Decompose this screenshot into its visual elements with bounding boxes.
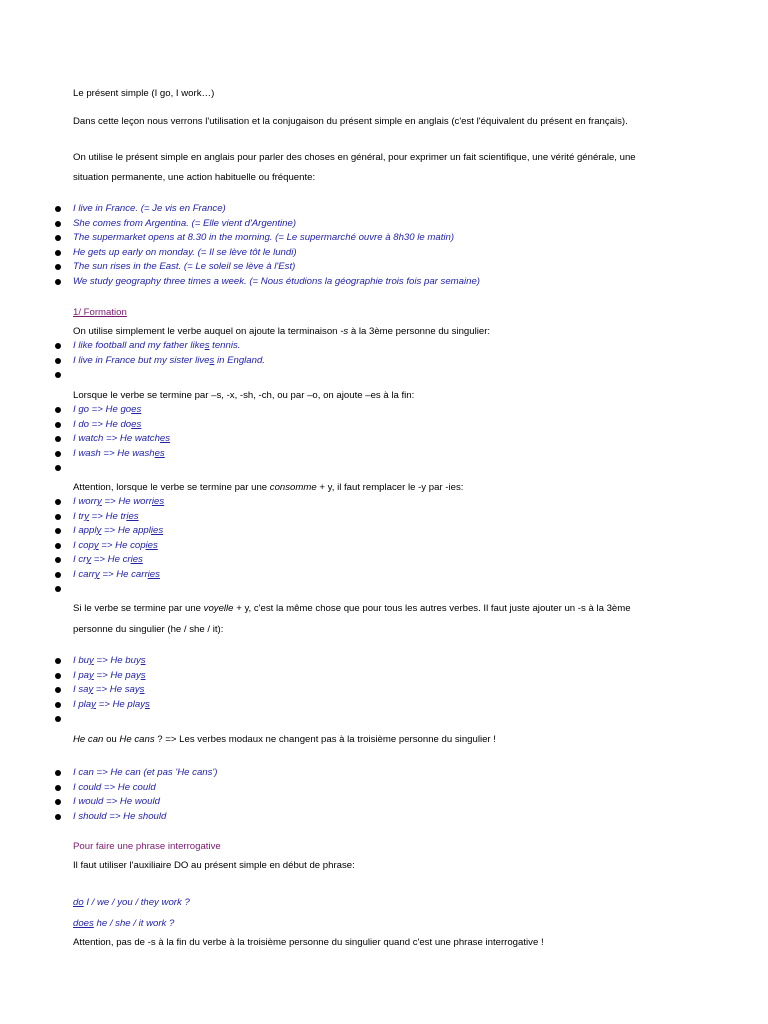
list-item: We study geography three times a week. (= Nous étudions la géographie trois fois par semaine) (73, 276, 480, 287)
example-ending: ies (147, 569, 160, 580)
auxiliary: does (73, 918, 94, 929)
example-text: I go => He go (73, 404, 132, 415)
example-ending: s (140, 655, 146, 666)
bullet (55, 250, 61, 256)
bullet (55, 528, 61, 534)
interrogative-heading: Pour faire une phrase interrogative (73, 841, 221, 852)
example-text: => He worr (101, 496, 152, 507)
example-text: I do => He do (73, 419, 132, 430)
example-text: I carr (73, 569, 95, 580)
example-text: => He buy (93, 655, 141, 666)
example-text: => He cr (91, 554, 131, 565)
example-ending: es (159, 433, 171, 444)
example-ending: y (88, 684, 94, 695)
rule-text: ? => Les verbes modaux ne changent pas à la troisième personne du singulier ! (154, 734, 496, 745)
bullet (55, 451, 61, 457)
bullet (55, 716, 61, 722)
example-ending: y (93, 540, 99, 551)
list-item (73, 554, 143, 566)
bullet (55, 499, 61, 505)
example-ending: s (139, 684, 145, 695)
list-item: I live in France. (= Je vis en France) (73, 203, 226, 214)
example-ending: y (94, 569, 100, 580)
list-item: I could => He could (73, 782, 156, 793)
list-item (73, 448, 165, 460)
list-item (73, 569, 160, 581)
bullet (55, 702, 61, 708)
list-item (73, 433, 170, 445)
auxiliary: do (73, 897, 84, 908)
bullet (55, 358, 61, 364)
bullet (55, 799, 61, 805)
bullet (55, 206, 61, 212)
example-ending: s (209, 355, 215, 366)
list-item (73, 540, 158, 552)
rule-emphasis: voyelle (203, 603, 234, 614)
list-item: I would => He would (73, 796, 160, 807)
modal-example: He cans (119, 734, 155, 745)
bullet (55, 572, 61, 578)
rule-suffix: -s (340, 326, 349, 337)
formation-rule-4-line-2: personne du singulier (he / she / it): (73, 624, 224, 635)
formation-rule-2: Lorsque le verbe se termine par –s, -x, -sh, -ch, ou par –o, on ajoute –es à la fin: (73, 390, 415, 401)
example-ending: ies (145, 540, 158, 551)
bullet (55, 221, 61, 227)
bullet (55, 372, 61, 378)
modal-example: He can (73, 734, 104, 745)
bullet (55, 279, 61, 285)
bullet (55, 407, 61, 413)
rule-text: à la 3ème personne du singulier: (348, 326, 491, 337)
example-ending: y (89, 670, 94, 681)
rule-emphasis: consomme (269, 482, 317, 493)
bullet (55, 264, 61, 270)
usage-line-2: situation permanente, une action habituelle ou fréquente: (73, 172, 316, 183)
example-text: => He tr (89, 511, 127, 522)
bullet (55, 543, 61, 549)
list-item (73, 670, 146, 682)
example-text: I sa (73, 684, 89, 695)
example-text: I pa (73, 670, 90, 681)
example-text: I appl (73, 525, 97, 536)
example-text: I cr (73, 554, 87, 565)
example-text: => He appl (101, 525, 151, 536)
rule-text: Si le verbe se termine par une (73, 603, 204, 614)
example-text: => He carr (99, 569, 148, 580)
example-ending: ies (126, 511, 139, 522)
list-item (73, 525, 163, 537)
formation-rule-1 (73, 326, 490, 338)
formation-rule-3 (73, 482, 463, 494)
example-ending: y (86, 554, 92, 565)
bullet (55, 770, 61, 776)
example-text: I / we / you / they work ? (83, 897, 190, 908)
example-text: I watch => He watch (73, 433, 160, 444)
example-ending: y (96, 496, 102, 507)
question-example (73, 897, 190, 909)
example-text: tennis. (209, 340, 241, 351)
example-text: => He cop (98, 540, 146, 551)
example-ending: ies (150, 525, 164, 536)
example-ending: es (154, 448, 165, 459)
example-text: => He pay (93, 670, 141, 681)
example-ending: es (131, 419, 142, 430)
list-item (73, 340, 240, 352)
formation-rule-4 (73, 603, 631, 615)
rule-text: + y, il faut remplacer le -y par -ies: (316, 482, 464, 493)
bullet (55, 785, 61, 791)
rule-text: On utilise simplement le verbe auquel on ajoute la terminaison (73, 326, 341, 337)
example-ending: ies (151, 496, 165, 507)
list-item: The supermarket opens at 8.30 in the morning. (= Le supermarché ouvre à 8h30 le matin) (73, 232, 455, 243)
bullet (55, 436, 61, 442)
example-ending: y (96, 525, 102, 536)
example-text: I like football and my father like (73, 340, 205, 351)
bullet (55, 557, 61, 563)
list-item: I can => He can (et pas 'He cans') (73, 767, 218, 778)
example-text: in England. (214, 355, 265, 366)
usage-line-1: On utilise le présent simple en anglais pour parler des choses en général, pour exprimer un fait scientifique, une vérité générale, une (73, 152, 636, 163)
bullet (55, 422, 61, 428)
interrogative-rule: Il faut utiliser l'auxiliaire DO au présent simple en début de phrase: (73, 860, 355, 871)
example-ending: y (84, 511, 89, 522)
example-text: => He play (95, 699, 146, 710)
intro-paragraph: Dans cette leçon nous verrons l'utilisation et la conjugaison du présent simple en anglais (c'est l'équivalent du présent en français). (73, 116, 628, 127)
example-ending: s (140, 670, 146, 681)
example-ending: y (89, 655, 94, 666)
list-item (73, 496, 164, 508)
list-item (73, 699, 150, 711)
example-ending: y (91, 699, 96, 710)
example-text: => He say (93, 684, 140, 695)
bullet (55, 586, 61, 592)
example-text: I wash => He wash (73, 448, 155, 459)
example-text: I bu (73, 655, 90, 666)
example-ending: ies (130, 554, 143, 565)
list-item: I should => He should (73, 811, 167, 822)
example-text: I pla (73, 699, 92, 710)
list-item (73, 419, 141, 431)
list-item (73, 511, 139, 523)
rule-text: ou (103, 734, 120, 745)
page-title: Le présent simple (I go, I work…) (73, 88, 215, 99)
bullet (55, 235, 61, 241)
bullet (55, 673, 61, 679)
bullet (55, 514, 61, 520)
example-text: I tr (73, 511, 85, 522)
example-ending: s (145, 699, 150, 710)
rule-text: Attention, lorsque le verbe se termine par une (73, 482, 270, 493)
list-item (73, 355, 265, 367)
list-item: The sun rises in the East. (= Le soleil se lève à l'Est) (73, 261, 296, 272)
list-item (73, 404, 141, 416)
question-example (73, 918, 174, 930)
example-ending: es (131, 404, 142, 415)
list-item: He gets up early on monday. (= Il se lève tôt le lundi) (73, 247, 297, 258)
list-item (73, 684, 144, 696)
list-item: She comes from Argentina. (= Elle vient d'Argentine) (73, 218, 297, 229)
interrogative-note: Attention, pas de -s à la fin du verbe à la troisième personne du singulier quand c'est une phrase interrogative ! (73, 937, 544, 948)
example-text: I live in France but my sister live (73, 355, 210, 366)
formation-heading: 1/ Formation (73, 307, 127, 318)
example-text: he / she / it work ? (93, 918, 175, 929)
example-text: I worr (73, 496, 97, 507)
bullet (55, 687, 61, 693)
bullet (55, 343, 61, 349)
list-item (73, 655, 146, 667)
example-text: I cop (73, 540, 94, 551)
bullet (55, 658, 61, 664)
bullet (55, 465, 61, 471)
modal-rule (73, 734, 496, 746)
example-ending: s (204, 340, 210, 351)
bullet (55, 814, 61, 820)
rule-text: + y, c'est la même chose que pour tous les autres verbes. Il faut juste ajouter un -s à la 3ème (233, 603, 631, 614)
